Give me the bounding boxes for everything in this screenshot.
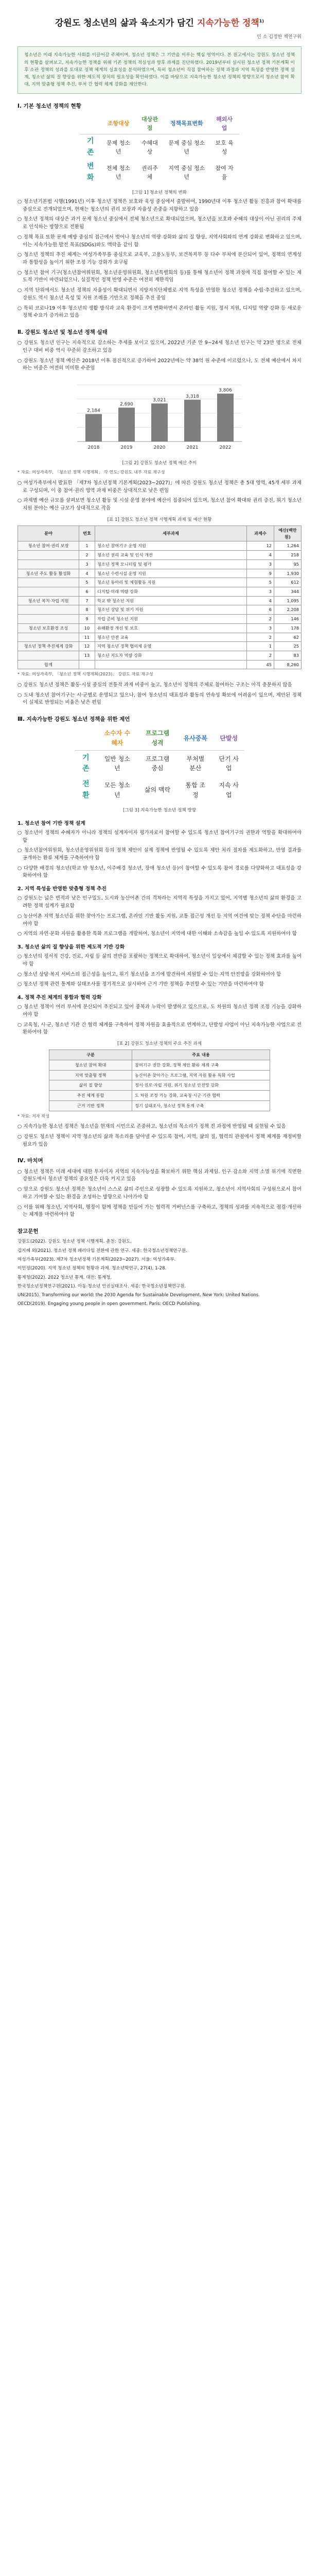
chart-data-label: 2,184 (87, 408, 100, 414)
row-label-before: 기존 (86, 137, 94, 157)
task-budget-row (18, 569, 302, 578)
task-name-cell: 학교 밖 청소년 지원 (95, 596, 247, 605)
budget-chart (67, 376, 252, 456)
task-category-cell: 청소년 참여·권리 보장 (18, 541, 79, 551)
chart-x-tick-label: 2018 (87, 445, 100, 451)
title-main: 강원도 청소년의 삶과 육소지가 담긴 (55, 18, 194, 28)
reference-item: 김지혜 외(2021). 청소년 정책 패러다임 전환에 관한 연구. 세종: 한국청소년정책연구원. (17, 1248, 187, 1253)
chart-x-tick-label: 2022 (219, 445, 232, 451)
task-category-cell (18, 560, 79, 569)
policy-change-header: 대상관점 (136, 113, 164, 134)
task-count-cell: 2 (247, 615, 274, 624)
task-count-cell: 6 (247, 605, 274, 615)
task-category-cell (18, 587, 79, 597)
policy-change-table (80, 113, 239, 185)
s3-paragraph: ○ 다양한 배경의 청소년(학교 밖 청소년, 이주배경 청소년, 장애 청소년 등)이 참여할 수 있도록 참여 경로를 다양화하고 대표성을 강화하여야 함 (17, 865, 302, 879)
s1-paragraph: ○ 청소년기본법 시행(1991년) 이후 청소년 정책은 보호와 육성 중심에서 출발하여, 1990년대 이후 청소년 활동 진흥과 참여 확대를 중심으로 전개되었으며, 현재는 청소년의 권리 보장과 자율성 존중을 지향하고 있음 (17, 198, 302, 212)
chart-data-label: 2,690 (120, 402, 133, 408)
figure-2-source: * 자료: 여성가족부, 「청소년 정책 시행계획」 각 연도; 강원도 내부 자료 재구성 (17, 469, 165, 475)
task-count-cell: 2 (247, 651, 274, 660)
s2-paragraph: ○ 과제별 예산 규모를 살펴보면 청소년 활동 및 시설 운영 분야에 예산이 집중되어 있으며, 청소년 참여 확대와 권리 증진, 위기 청소년 지원 분야는 예산 규모가 상대적으로 작음 (17, 498, 302, 512)
chart-x-tick-label: 2020 (153, 445, 166, 451)
policy-change-cell: 문제 청소년 (107, 139, 131, 155)
task-count-cell: 4 (247, 551, 274, 560)
direction-header-row (75, 726, 244, 750)
abstract-box: 청소년은 미래 지속가능한 사회를 이끌어갈 주체이며, 청소년 정책은 그 기반을 이루는 핵심 영역이다. 본 원고에서는 강원도 청소년 정책의 현황을 살펴보고, 지속가능한 정책을 위해 기존 정책의 적실성과 향후 과제를 진단하였다. 2019년부터 실시된 청소년 정책 기본계획 이후 소관 정책의 성과를 토대로 정책 체계의 실효성을 분석하였으며, 특히 청소년이 직접 참여하는 정책 과정과 지역 특성을 반영한 정책 설계, 청소년 삶의 질 향상을 위한 제도적 장치의 필요성을 확인하였다. 이를 바탕으로 지속가능한 청소년 정책의 방향으로서 청소년 참여 확대, 지역 맞춤형 정책 추진, 부처 간 협력 체계 강화를 제안한다. (17, 46, 302, 93)
subsection-heading: 4. 정책 추진 체계의 통합과 협력 강화 (17, 995, 102, 1001)
direction-cell: 삶의 맥락 (144, 786, 171, 794)
key-tasks-value: 정서·진로·자립 지원, 위기 청소년 안전망 강화 (132, 1080, 270, 1091)
direction-row-label: 기존 (82, 753, 90, 773)
task-count-cell: 3 (247, 560, 274, 569)
task-number-cell: 4 (79, 569, 95, 578)
task-budget-row (18, 623, 302, 633)
figure-3-caption: [그림 3] 지속가능한 청소년 정책 방향 (122, 808, 197, 814)
task-count-cell: 3 (247, 623, 274, 633)
direction-header: 단발성 (220, 734, 238, 742)
task-budget-cell: 1,264 (274, 541, 302, 551)
key-tasks-key: 추진 체계 통합 (49, 1091, 132, 1101)
task-budget-cell: 612 (274, 578, 302, 587)
s1-paragraph: ○ 정책 목표 또한 문제 예방 중심의 접근에서 벗어나 청소년의 역량 강화와 삶의 질 향상, 지역사회와의 연계 강화로 변화하고 있으며, 이는 지속가능한 발전 목표(SDGs)와도 맥락을 같이 함 (17, 234, 302, 248)
task-budget-cell: 25 (274, 642, 302, 651)
reference-item: 통계청(2022). 2022 청소년 통계. 대전: 통계청. (17, 1275, 112, 1280)
author-line: 민 소 김정한 책연구위 (257, 35, 302, 40)
policy-change-header: 정책목표변화 (164, 113, 209, 134)
task-budget-header: 번호 (79, 526, 95, 541)
task-category-cell: 청소년 주도 활동 활성화 (18, 569, 79, 578)
s3-paragraph: ○ 청소년 정책이 여러 부서에 분산되어 추진되고 있어 중복과 누락이 발생하고 있으므로, 도 차원의 청소년 정책 조정 기능을 강화하여야 함 (17, 1004, 302, 1018)
task-name-cell: 청소년 참여기구 운영 지원 (95, 541, 247, 551)
key-tasks-value: 정기 실태조사, 청소년 정책 통계 구축 (132, 1100, 270, 1111)
s4-paragraph: ○ 앞으로 강원도 청소년 정책은 청소년이 스스로 삶의 주인으로 성장할 수 있도록 지원하고, 청소년이 지역사회의 구성원으로서 참여하고 기여할 수 있는 환경을 조성하는 방향으로 나아가야 함 (17, 1187, 302, 1200)
table-2-source: * 자료: 저자 작성 (17, 1113, 50, 1118)
direction-cell: 부처별 분산 (186, 755, 205, 772)
direction-header: 유사중복 (183, 734, 207, 742)
s3-paragraph: ○ 강원도는 넓은 면적과 낮은 인구밀도, 도시와 농산어촌 간의 격차라는 지역적 특성을 가지고 있어, 지역별 청소년의 삶의 환경을 고려한 정책 설계가 필요함 (17, 895, 302, 909)
table-2-caption: [표 2] 강원도 청소년 정책의 주요 추진 과제 (117, 1041, 202, 1047)
policy-change-header: 조항대상 (101, 113, 135, 134)
task-number-cell: 3 (79, 560, 95, 569)
table-1-source: * 자료: 여성가족부, 「청소년 정책 시행계획(2023)」 강원도 자료 재구성 (17, 671, 153, 677)
task-number-cell: 7 (79, 596, 95, 605)
task-budget-cell: 344 (274, 587, 302, 597)
key-tasks-key: 청소년 참여 확대 (49, 1060, 132, 1071)
references-heading: 참고문헌 (17, 1228, 39, 1235)
task-budget-body (18, 541, 302, 669)
chart-data-label: 3,021 (153, 398, 166, 403)
task-category-cell: 합계 (18, 660, 79, 669)
key-tasks-value: 도 차원 조정 기능 강화, 교육청·시군·기관 협력 (132, 1091, 270, 1101)
chart-data-label: 3,806 (219, 388, 232, 394)
s3-paragraph: ○ 청소년 상담·복지 서비스의 접근성을 높이고, 위기 청소년을 조기에 발견하여 지원할 수 있는 지역 안전망을 강화하여야 함 (17, 971, 281, 977)
task-budget-header: 예산(백만원) (274, 526, 302, 541)
s1-paragraph: ○ 특히 코로나19 이후 청소년의 생활 방식과 교육 환경이 크게 변화하면서 온라인 활동 지원, 정서 지원, 디지털 역량 강화 등 새로운 정책 수요가 증가하고 있음 (17, 305, 302, 319)
task-budget-row (18, 560, 302, 569)
task-number-cell: 12 (79, 642, 95, 651)
task-budget-row (18, 578, 302, 587)
s2-paragraph: ○ 강원도 청소년 정책 예산은 2018년 이후 점진적으로 증가하여 2022년에는 약 38억 원 수준에 이르렀으나, 도 전체 예산에서 차지하는 비중은 여전히 미미한 수준임 (17, 358, 302, 371)
direction-cell: 프로그램 중심 (145, 755, 170, 772)
task-category-cell (18, 633, 79, 642)
chart-x-tick-label: 2019 (120, 445, 133, 451)
references-list (17, 1239, 302, 1308)
key-tasks-row (49, 1080, 270, 1091)
task-count-cell: 12 (247, 541, 274, 551)
task-number-cell: 8 (79, 605, 95, 615)
s3-paragraph: ○ 농산어촌 지역 청소년을 위한 찾아가는 프로그램, 온라인 기반 활동 지원, 교통 접근성 개선 등 지역 여건에 맞는 정책 수단을 마련하여야 함 (17, 913, 302, 927)
policy-change-cell: 권리주체 (141, 164, 158, 180)
s2-paragraph: ○ 강원도 청소년 정책은 활동·시설 중심의 전통적 과제 비중이 높고, 청소년이 정책의 주체로 참여하는 구조는 아직 충분하지 않음 (17, 682, 292, 688)
task-name-cell: 유해환경 개선 및 보호 (95, 623, 247, 633)
task-count-cell: 45 (247, 660, 274, 669)
section-4-heading: Ⅳ. 마치며 (17, 1158, 43, 1164)
s2-paragraph: ○ 도내 청소년 참여기구는 시·군별로 운영되고 있으나, 참여 청소년의 대표성과 활동의 연속성 확보에 어려움이 있으며, 제안된 정책이 실제로 반영되는 비율은 낮은 편임 (17, 692, 302, 706)
reference-item: 강원도(2022). 강원도 청소년 정책 시행계획. 춘천: 강원도. (17, 1239, 132, 1245)
task-budget-cell: 83 (274, 651, 302, 660)
key-tasks-header-row (49, 1050, 270, 1060)
task-number-cell: 11 (79, 633, 95, 642)
direction-cell: 단기 사업 (219, 755, 239, 772)
task-budget-row (18, 587, 302, 597)
task-budget-cell: 178 (274, 623, 302, 633)
task-name-cell: 청소년 안전 교육 (95, 633, 247, 642)
task-budget-cell: 95 (274, 560, 302, 569)
task-name-cell (95, 660, 247, 669)
policy-change-row-before (80, 134, 239, 160)
policy-change-corner (80, 113, 101, 134)
task-budget-cell: 218 (274, 551, 302, 560)
task-budget-row (18, 642, 302, 651)
task-budget-cell: 62 (274, 633, 302, 642)
direction-cell: 통합 조정 (185, 782, 206, 799)
task-category-cell (18, 615, 79, 624)
key-tasks-key: 근거 기반 정책 (49, 1100, 132, 1111)
task-count-cell: 1 (247, 642, 274, 651)
title-footnote-mark: 1) (259, 19, 264, 24)
task-number-cell: 13 (79, 651, 95, 660)
task-number-cell: 2 (79, 551, 95, 560)
table-1-caption: [표 1] 강원도 청소년 정책 시행계획 과제 및 예산 현황 (107, 517, 212, 522)
s3-paragraph: ○ 교육청, 시·군, 청소년 기관 간 협력 체계를 구축하여 정책 자원을 효율적으로 연계하고, 단발성 사업이 아닌 지속가능한 사업으로 전환하여야 함 (17, 1022, 302, 1036)
key-tasks-header: 구분 (49, 1050, 132, 1060)
task-category-cell (18, 551, 79, 560)
task-name-cell: 청소년 지도자 역량 강화 (95, 651, 247, 660)
s4-paragraph: ○ 청소년 정책은 미래 세대에 대한 투자이자 지역의 지속가능성을 확보하기 위한 핵심 과제임. 인구 감소와 지역 소멸 위기에 직면한 강원도에서 청소년 정책의 중요성은 더욱 커지고 있음 (17, 1168, 302, 1182)
task-name-cell: 청소년 수련시설 운영 지원 (95, 569, 247, 578)
task-number-cell: 1 (79, 541, 95, 551)
policy-change-row-after (80, 160, 239, 185)
task-budget-header: 세부과제 (95, 526, 247, 541)
chart-bar (85, 414, 102, 442)
policy-change-cell: 문제 중심 청소년 (168, 139, 205, 155)
s1-paragraph: ○ 청소년 참여 기구(청소년참여위원회, 청소년운영위원회, 청소년특별회의 등)를 통해 청소년이 정책 과정에 직접 참여할 수 있는 제도적 기반이 마련되었으나, 실질적인 정책 반영 수준은 여전히 제한적임 (17, 269, 302, 283)
s1-paragraph: ○ 청소년 정책의 대상은 과거 문제 청소년 중심에서 전체 청소년으로 확대되었으며, 청소년을 보호와 수혜의 대상이 아닌 권리의 주체로 인식하는 방향으로 전환됨 (17, 216, 302, 230)
budget-chart-svg (67, 376, 252, 453)
task-count-cell: 9 (247, 569, 274, 578)
task-budget-cell: 2,208 (274, 605, 302, 615)
s3-paragraph: ○ 지역의 자연·문화 자원을 활용한 특화 프로그램을 개발하여, 청소년이 지역에 대한 이해와 소속감을 높일 수 있도록 지원하여야 함 (17, 931, 297, 937)
s3-paragraph: ○ 강원도 청소년 정책이 지역 청소년의 삶과 목소리를 담아낼 수 있도록 참여, 지역, 삶의 질, 협력의 관점에서 정책 체계를 재정비할 필요가 있음 (17, 1134, 302, 1147)
task-budget-row (18, 596, 302, 605)
chart-x-tick-label: 2021 (186, 445, 199, 451)
s1-paragraph: ○ 지역 단위에서도 청소년 정책의 자율성이 확대되면서 지방자치단체별로 지역 특성을 반영한 청소년 정책을 수립·추진하고 있으며, 강원도 역시 청소년 육성 및 지원 조례를 기반으로 정책을 추진 중임 (17, 287, 302, 301)
direction-row-after (75, 777, 244, 803)
key-tasks-row (49, 1100, 270, 1111)
reference-item: 이민정(2020). 지역 청소년 정책의 현황과 과제. 청소년학연구, 27(4), 1-28. (17, 1266, 167, 1272)
title-accent: 지속가능한 정책 (197, 18, 259, 28)
s2-paragraph: ○ 여성가족부에서 발표한 「제7차 청소년정책 기본계획(2023~2027)」에 따른 강원도 청소년 정책은 총 5대 영역, 45개 세부 과제로 구성되며, 이 중 참여·권리 영역 과제 비중은 상대적으로 낮은 편임 (17, 480, 302, 494)
chart-data-label: 3,318 (186, 394, 199, 400)
subsection-heading: 3. 청소년 삶의 질 향상을 위한 제도적 기반 강화 (17, 944, 125, 950)
section-2-heading: Ⅱ. 강원도 청소년 및 청소년 정책 실태 (17, 329, 108, 336)
section-3-heading: Ⅲ. 지속가능한 강원도 청소년 정책을 위한 제언 (17, 716, 130, 723)
s3-paragraph: ○ 청소년참여위원회, 청소년운영위원회 등의 정책 제안이 실제 정책에 반영될 수 있도록 제안 처리 절차를 제도화하고, 반영 결과를 공개하는 환류 체계를 구축하여야 함 (17, 848, 302, 861)
task-count-cell: 2 (247, 633, 274, 642)
key-tasks-key: 지역 맞춤형 정책 (49, 1070, 132, 1080)
task-count-cell: 4 (247, 596, 274, 605)
task-category-cell: 청소년 복지·자립 지원 (18, 596, 79, 605)
key-tasks-row (49, 1070, 270, 1080)
key-tasks-row (49, 1060, 270, 1071)
task-budget-header: 분야 (18, 526, 79, 541)
task-category-cell (18, 578, 79, 587)
task-budget-header: 과제수 (247, 526, 274, 541)
policy-change-cell: 보호 육성 (215, 139, 234, 155)
policy-change-header-row (80, 113, 239, 134)
subsection-heading: 1. 청소년 참여 기반 정책 설계 (17, 820, 85, 826)
direction-cell: 지속 사업 (219, 782, 239, 799)
task-category-cell: 청소년 정책 추진체계 강화 (18, 642, 79, 651)
task-number-cell: 6 (79, 587, 95, 597)
task-budget-row (18, 651, 302, 660)
task-name-cell: 청소년 정책 모니터링 및 평가 (95, 560, 247, 569)
task-name-cell: 청소년 권리 교육 및 인식 개선 (95, 551, 247, 560)
s4-paragraph: ○ 이를 위해 청소년, 지역사회, 행정이 함께 정책을 만들어 가는 협력적 거버넌스를 구축하고, 정책의 성과를 지속적으로 점검·개선하는 체계를 마련하여야 함 (17, 1204, 302, 1218)
task-number-cell: 5 (79, 578, 95, 587)
task-budget-cell: 1,095 (274, 596, 302, 605)
s3-paragraph: ○ 청소년의 정서적 건강, 진로, 자립 등 삶의 전반을 포괄하는 정책으로 확대하여, 청소년이 일상에서 체감할 수 있는 정책 효과를 높여야 함 (17, 954, 302, 967)
reference-item: UN(2015). Transforming our world: the 2030 Agenda for Sustainable Development. New York: United Nations. (17, 1293, 260, 1298)
chart-bar (118, 408, 135, 442)
subsection-heading: 2. 지역 특성을 반영한 맞춤형 정책 추진 (17, 886, 107, 892)
task-count-cell: 3 (247, 587, 274, 597)
reference-item: OECD(2019). Engaging young people in open government. Paris: OECD Publishing. (17, 1301, 201, 1307)
s1-paragraph: ○ 청소년 정책의 추진 체계는 여성가족부를 중심으로 교육부, 고용노동부, 보건복지부 등 다수 부처에 분산되어 있어, 정책의 연계성과 통합성을 높이기 위한 조정 기능 강화가 요구됨 (17, 252, 302, 265)
key-tasks-row (49, 1091, 270, 1101)
row-label-after: 변화 (86, 162, 94, 182)
policy-change-cell: 지역 중심 청소년 (168, 164, 205, 180)
task-budget-cell: 146 (274, 615, 302, 624)
task-name-cell: 자립 준비 청소년 지원 (95, 615, 247, 624)
policy-change-header: 해외사업 (209, 113, 239, 134)
task-budget-cell: 1,930 (274, 569, 302, 578)
task-budget-header-row (18, 526, 302, 541)
task-budget-row (18, 551, 302, 560)
task-category-cell (18, 651, 79, 660)
task-number-cell (79, 660, 95, 669)
s3-paragraph: ○ 청소년 정책 관련 통계와 실태조사를 정기적으로 실시하여 근거 기반 정책을 추진할 수 있는 기반을 마련하여야 함 (17, 981, 264, 988)
reference-item: 한국청소년정책연구원(2021). 아동·청소년 인권실태조사. 세종: 한국청소년정책연구원. (17, 1283, 186, 1289)
reference-item: 여성가족부(2023). 제7차 청소년정책 기본계획(2023~2027). 서울: 여성가족부. (17, 1257, 176, 1262)
key-tasks-value: 농산어촌 찾아가는 프로그램, 지역 자원 활용 특화 사업 (132, 1070, 270, 1080)
direction-table (75, 726, 244, 803)
task-budget-row (18, 615, 302, 624)
figure-2-caption: [그림 2] 강원도 청소년 정책 예산 추이 (122, 460, 197, 466)
policy-change-cell: 전체 청소년 (107, 164, 131, 180)
key-tasks-header: 주요 내용 (132, 1050, 270, 1060)
page-title (17, 16, 302, 30)
task-budget-row (18, 660, 302, 669)
task-number-cell: 10 (79, 623, 95, 633)
task-budget-table (17, 526, 302, 669)
chart-bar (151, 403, 168, 442)
task-budget-row (18, 633, 302, 642)
task-budget-row (18, 605, 302, 615)
chart-bar (184, 400, 201, 442)
task-name-cell: 지역 청소년 정책 협의체 운영 (95, 642, 247, 651)
s2-paragraph: ○ 강원도 청소년 인구는 지속적으로 감소하는 추세를 보이고 있으며, 2022년 기준 만 9~24세 청소년 인구는 약 23만 명으로 전체 인구 대비 비중 역시 꾸준히 감소하고 있음 (17, 340, 302, 353)
figure-1-caption: [그림 1] 청소년 정책의 변화 (132, 190, 187, 195)
policy-change-cell: 수혜대상 (141, 139, 158, 155)
s3-paragraph: ○ 지속가능한 청소년 정책은 청소년을 현재의 시민으로 존중하고, 청소년의 목소리가 정책 전 과정에 반영될 때 실현될 수 있음 (17, 1124, 286, 1130)
direction-header: 프로그램 성격 (145, 730, 170, 747)
direction-header: 소수자 수혜자 (104, 730, 131, 747)
task-category-cell: 청소년 보호환경 조성 (18, 623, 79, 633)
task-name-cell: 청소년 동아리 및 체험활동 지원 (95, 578, 247, 587)
section-1-heading: Ⅰ. 기본 청소년 정책의 현황 (17, 103, 81, 109)
task-name-cell: 디지털·미래 역량 강화 (95, 587, 247, 597)
direction-cell: 일반 청소년 (104, 755, 130, 772)
key-tasks-value: 참여기구 권한 강화, 정책 제안 환류 체계 구축 (132, 1060, 270, 1071)
task-number-cell: 9 (79, 615, 95, 624)
direction-row-label: 전환 (82, 780, 90, 800)
key-tasks-key: 삶의 질 향상 (49, 1080, 132, 1091)
policy-change-cell: 참여 자율 (215, 164, 234, 180)
task-category-cell (18, 605, 79, 615)
s3-paragraph: ○ 청소년이 정책의 수혜자가 아니라 정책의 설계자이자 평가자로서 참여할 수 있도록 청소년 참여기구의 권한과 역할을 확대하여야 함 (17, 829, 302, 843)
direction-corner (75, 726, 97, 750)
task-name-cell: 청소년 상담 및 위기 지원 (95, 605, 247, 615)
key-tasks-table (49, 1049, 270, 1111)
task-count-cell: 5 (247, 578, 274, 587)
task-budget-row (18, 541, 302, 551)
direction-cell: 모든 청소년 (104, 782, 130, 799)
direction-row-before (75, 750, 244, 777)
task-budget-cell: 8,260 (274, 660, 302, 669)
chart-bar (217, 394, 234, 442)
